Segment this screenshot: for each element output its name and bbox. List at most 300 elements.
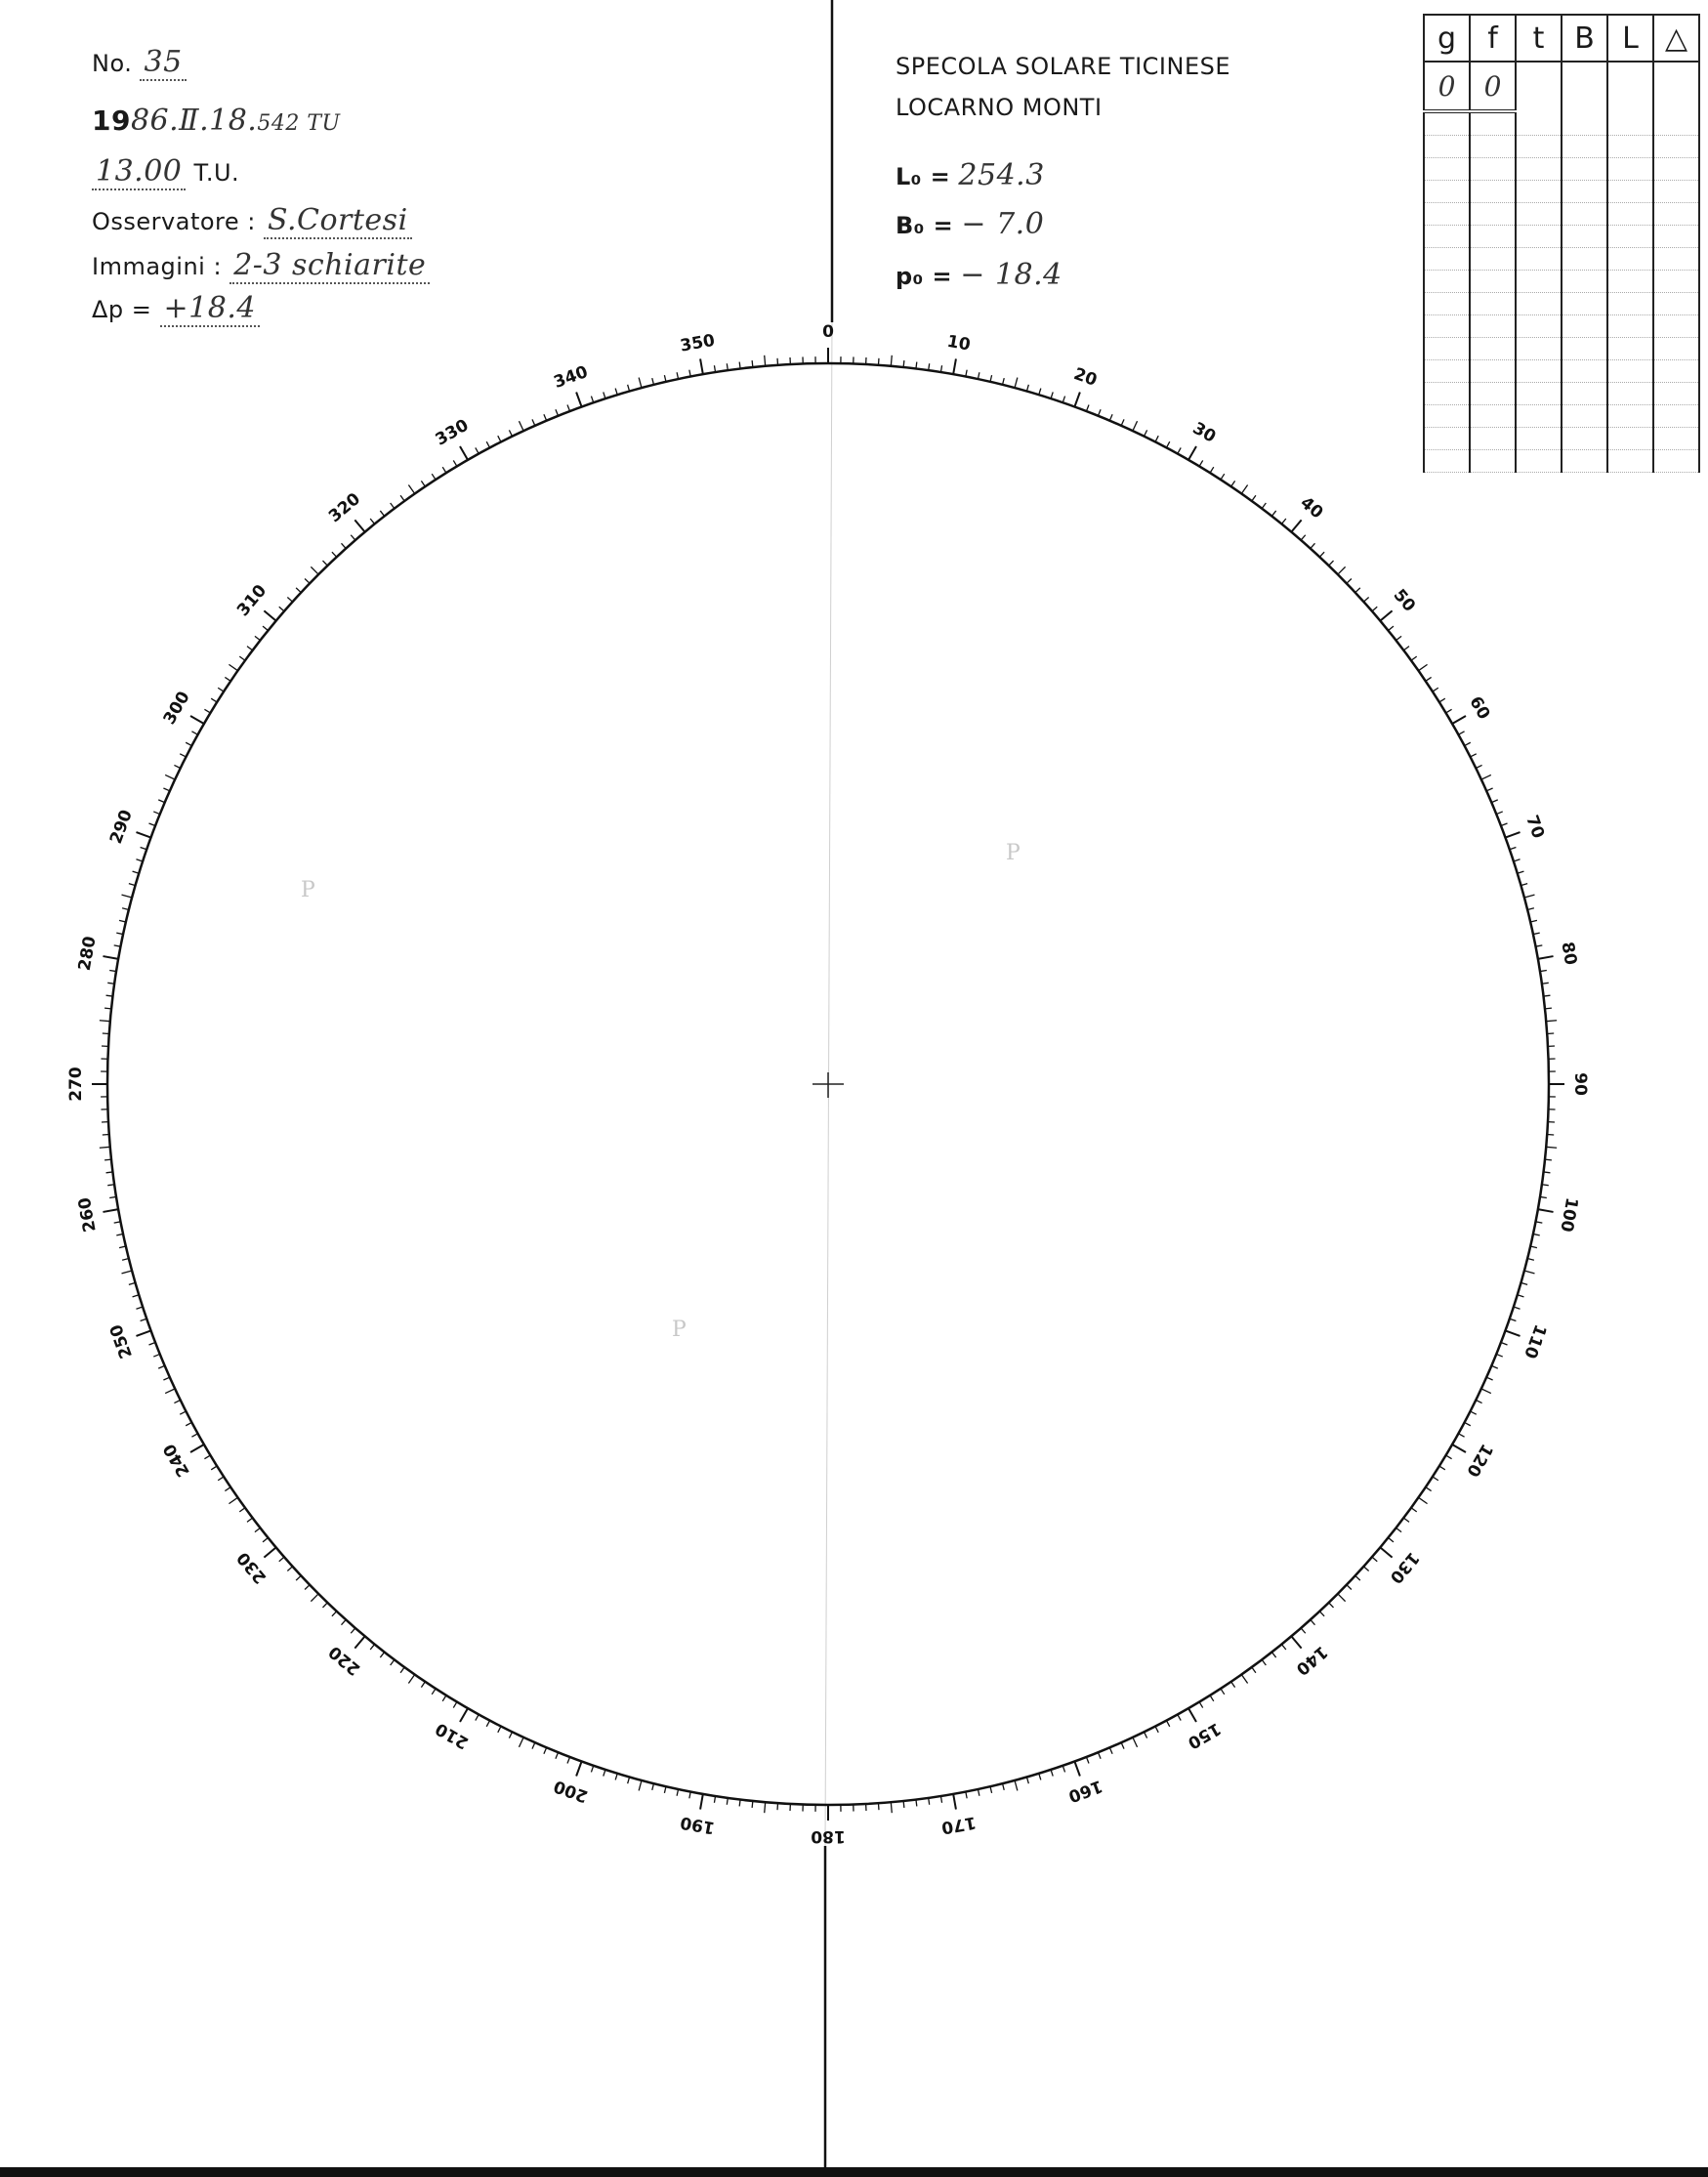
- degree-tick: [421, 481, 425, 486]
- date-printed: 19: [92, 105, 131, 137]
- degree-label: 150: [1184, 1718, 1225, 1753]
- l0-label: L₀ =: [896, 163, 951, 190]
- degree-tick: [677, 372, 678, 379]
- degree-tick: [370, 519, 374, 523]
- degree-tick: [264, 610, 275, 620]
- degree-tick: [370, 1645, 374, 1650]
- degree-tick: [163, 1377, 169, 1380]
- degree-tick: [591, 1766, 593, 1773]
- degree-tick: [229, 664, 237, 670]
- degree-tick: [186, 742, 191, 745]
- degree-tick: [311, 1594, 318, 1602]
- degree-tick: [174, 765, 180, 768]
- degree-tick: [305, 578, 310, 583]
- degree-tick: [322, 1603, 327, 1608]
- degree-label: 130: [1385, 1547, 1423, 1587]
- images-value: 2-3 schiarite: [229, 248, 430, 284]
- degree-tick: [1155, 436, 1158, 441]
- degree-tick: [1481, 1389, 1491, 1394]
- degree-tick: [104, 1159, 111, 1160]
- degree-tick: [453, 1702, 457, 1708]
- degree-tick: [1426, 1487, 1432, 1491]
- degree-tick: [400, 495, 404, 501]
- degree-label: 0: [822, 322, 834, 342]
- degree-tick: [1338, 566, 1346, 574]
- degree-tick: [916, 362, 917, 369]
- degree-tick: [442, 1696, 446, 1701]
- degree-tick: [1262, 503, 1266, 509]
- degree-tick: [1501, 823, 1508, 826]
- degree-tick: [148, 823, 155, 826]
- degree-tick: [133, 871, 140, 873]
- degree-tick: [1486, 1377, 1492, 1380]
- degree-tick: [1396, 1528, 1402, 1531]
- degree-tick: [122, 1271, 133, 1274]
- degree-tick: [180, 754, 186, 757]
- degree-label: 110: [1520, 1321, 1551, 1361]
- degree-tick: [1252, 1667, 1256, 1673]
- degree-tick: [351, 1628, 355, 1633]
- degree-tick: [153, 812, 159, 815]
- degree-tick: [739, 362, 740, 369]
- degree-tick: [229, 1497, 237, 1503]
- degree-tick: [190, 1444, 204, 1452]
- degree-label: 120: [1462, 1440, 1497, 1481]
- degree-tick: [1363, 1567, 1368, 1571]
- degree-tick: [765, 1802, 766, 1813]
- degree-tick: [100, 1147, 110, 1148]
- degree-tick: [1121, 419, 1124, 425]
- table-header-b: B: [1562, 15, 1607, 62]
- degree-tick: [133, 1295, 140, 1297]
- degree-tick: [1458, 1434, 1464, 1437]
- degree-label: 170: [939, 1812, 978, 1838]
- degree-tick: [211, 1466, 217, 1470]
- degree-tick: [432, 474, 436, 480]
- degree-tick: [1476, 1401, 1481, 1403]
- b0-label: B₀ =: [896, 212, 954, 239]
- degree-tick: [1471, 1411, 1477, 1414]
- degree-tick: [498, 436, 501, 441]
- degree-label: 60: [1465, 692, 1494, 724]
- degree-tick: [129, 1282, 136, 1284]
- degree-tick: [122, 1259, 129, 1261]
- degree-tick: [1210, 467, 1214, 473]
- faint-marks: [301, 841, 1021, 1342]
- degree-tick: [1530, 1246, 1537, 1248]
- degree-tick: [1355, 588, 1360, 593]
- degree-tick: [1166, 1721, 1169, 1727]
- degree-tick: [1291, 520, 1301, 531]
- degree-tick: [225, 1487, 230, 1491]
- degree-tick: [296, 1575, 301, 1580]
- degree-tick: [1062, 397, 1064, 403]
- degree-tick: [486, 1721, 489, 1727]
- degree-tick: [1291, 1636, 1301, 1648]
- degree-label: 330: [432, 415, 473, 450]
- degree-label: 240: [159, 1440, 194, 1481]
- b0-value: − 7.0: [961, 207, 1045, 241]
- degree-tick: [532, 419, 535, 425]
- degree-tick: [576, 392, 581, 406]
- degree-tick: [1518, 1295, 1524, 1297]
- degree-tick: [1524, 895, 1535, 898]
- degree-tick: [186, 1422, 191, 1425]
- degree-tick: [1491, 1365, 1497, 1368]
- degree-tick: [239, 656, 245, 660]
- degree-tick: [1543, 1172, 1550, 1173]
- degree-tick: [204, 709, 210, 713]
- degree-tick: [1145, 430, 1147, 436]
- degree-tick: [1521, 1282, 1527, 1284]
- degree-tick: [380, 1653, 384, 1658]
- degree-tick: [116, 933, 123, 934]
- degree-label: 230: [233, 1547, 271, 1587]
- degree-tick: [1389, 1537, 1394, 1541]
- degree-tick: [739, 1799, 740, 1806]
- degree-tick: [211, 698, 217, 702]
- degree-label: 270: [66, 1067, 86, 1102]
- degree-tick: [509, 430, 512, 436]
- p0-value: − 18.4: [960, 258, 1062, 292]
- degree-tick: [639, 1780, 642, 1791]
- degree-label: 220: [325, 1641, 365, 1679]
- degree-tick: [990, 375, 992, 382]
- degree-tick: [136, 832, 150, 837]
- degree-tick: [1538, 1209, 1554, 1212]
- degree-tick: [1543, 995, 1550, 996]
- observer-label: Osservatore :: [92, 208, 256, 235]
- degree-tick: [1026, 385, 1028, 392]
- degree-tick: [1486, 788, 1492, 791]
- degree-tick: [190, 716, 204, 724]
- degree-tick: [239, 1508, 245, 1512]
- degree-tick: [476, 1714, 479, 1720]
- degree-label: 290: [105, 807, 137, 847]
- degree-tick: [978, 372, 979, 379]
- degree-tick: [1262, 1659, 1266, 1665]
- degree-tick: [1439, 1466, 1445, 1470]
- degree-tick: [1491, 800, 1497, 803]
- degree-tick: [332, 1612, 337, 1616]
- degree-tick: [1178, 1714, 1181, 1720]
- degree-tick: [1086, 1757, 1089, 1764]
- degree-tick: [122, 908, 129, 910]
- degree-tick: [567, 1757, 570, 1764]
- degree-tick: [1271, 511, 1275, 517]
- degree-tick: [1188, 446, 1196, 460]
- degree-tick: [305, 1585, 310, 1590]
- degree-tick: [1109, 1747, 1112, 1753]
- degree-tick: [1546, 1147, 1557, 1148]
- degree-tick: [1003, 1783, 1005, 1790]
- degree-tick: [1389, 626, 1394, 630]
- degree-tick: [1380, 610, 1392, 620]
- degree-tick: [556, 1752, 559, 1758]
- degree-tick: [1510, 847, 1517, 849]
- degree-tick: [247, 647, 253, 650]
- degree-tick: [498, 1727, 501, 1733]
- degree-tick: [311, 566, 318, 574]
- degree-tick: [1355, 1575, 1360, 1580]
- degree-tick: [1311, 543, 1315, 548]
- degree-label: 320: [325, 489, 365, 527]
- degree-tick: [1241, 1675, 1247, 1684]
- degree-tick: [165, 775, 175, 779]
- degree-tick: [279, 1557, 284, 1562]
- degree-tick: [1221, 1689, 1225, 1695]
- degree-tick: [1465, 742, 1471, 745]
- date-handwritten-small: 542 TU: [257, 111, 341, 136]
- degree-tick: [225, 677, 230, 681]
- degree-tick: [204, 1455, 210, 1459]
- degree-tick: [1347, 1585, 1352, 1590]
- degree-tick: [1545, 1159, 1552, 1160]
- time-handwritten: 13.00: [92, 154, 186, 190]
- degree-tick: [1109, 414, 1112, 420]
- degree-tick: [191, 1434, 197, 1437]
- degree-tick: [400, 1667, 404, 1673]
- bottom-border: [0, 2167, 1708, 2177]
- degree-tick: [891, 356, 892, 366]
- degree-tick: [615, 1774, 617, 1780]
- degree-tick: [1505, 1330, 1520, 1335]
- degree-tick: [628, 1777, 630, 1783]
- degree-label: 310: [233, 581, 271, 621]
- degree-tick: [1210, 1696, 1214, 1701]
- faint-pencil-mark: P: [301, 878, 315, 902]
- degree-tick: [1003, 378, 1005, 385]
- degree-tick: [1458, 732, 1464, 734]
- degree-tick: [700, 358, 703, 374]
- degree-tick: [1524, 1271, 1535, 1274]
- degree-tick: [1155, 1727, 1158, 1733]
- degree-tick: [122, 895, 133, 898]
- degree-tick: [174, 1401, 180, 1403]
- degree-tick: [1133, 1737, 1138, 1747]
- degree-tick: [1199, 460, 1203, 466]
- degree-tick: [103, 956, 118, 959]
- degree-tick: [1338, 1594, 1346, 1602]
- degree-label: 30: [1188, 418, 1220, 447]
- degree-tick: [1319, 1612, 1324, 1616]
- degree-tick: [1363, 597, 1368, 602]
- degree-tick: [1530, 920, 1537, 922]
- degree-label: 160: [1065, 1776, 1105, 1807]
- degree-tick: [544, 414, 547, 420]
- table-cell-f: 0: [1470, 62, 1516, 111]
- degree-tick: [1015, 378, 1018, 389]
- degree-tick: [322, 561, 327, 565]
- degree-tick: [916, 1799, 917, 1806]
- degree-tick: [1481, 775, 1491, 779]
- degree-tick: [1188, 1708, 1196, 1722]
- degree-tick: [408, 1675, 414, 1684]
- degree-tick: [1039, 389, 1041, 396]
- degree-tick: [1419, 664, 1428, 670]
- degree-tick: [765, 356, 766, 366]
- degree-tick: [1329, 1603, 1334, 1608]
- degree-tick: [476, 447, 479, 453]
- degree-tick: [1301, 535, 1306, 540]
- degree-tick: [664, 375, 666, 382]
- degree-label: 180: [811, 1826, 846, 1846]
- degree-tick: [158, 800, 164, 803]
- degree-tick: [391, 1659, 395, 1665]
- degree-label: 300: [159, 688, 194, 729]
- degree-label: 210: [432, 1718, 473, 1753]
- degree-tick: [1518, 871, 1524, 873]
- degree-tick: [990, 1786, 992, 1793]
- degree-tick: [1301, 1628, 1306, 1633]
- degree-tick: [519, 1737, 523, 1747]
- degree-tick: [136, 1330, 150, 1335]
- degree-tick: [1329, 561, 1334, 565]
- degree-tick: [165, 1389, 175, 1394]
- delta-p-value: +18.4: [160, 291, 260, 327]
- degree-tick: [604, 392, 605, 398]
- images-label: Immagini :: [92, 253, 223, 280]
- degree-tick: [1347, 578, 1352, 583]
- degree-tick: [1411, 1508, 1417, 1512]
- degree-tick: [453, 460, 457, 466]
- observer-value: S.Cortesi: [264, 203, 412, 239]
- number-value: 35: [140, 45, 186, 81]
- degree-label: 10: [945, 331, 973, 356]
- degree-tick: [1372, 1557, 1377, 1562]
- degree-tick: [1074, 392, 1079, 406]
- degree-tick: [264, 1547, 275, 1557]
- degree-tick: [1411, 656, 1417, 660]
- degree-tick: [136, 1307, 143, 1309]
- degree-tick: [1051, 1770, 1053, 1777]
- degree-tick: [903, 360, 904, 367]
- degree-tick: [1372, 607, 1377, 611]
- degree-tick: [1015, 1780, 1018, 1791]
- degree-tick: [460, 446, 468, 460]
- degree-label: 70: [1521, 813, 1549, 842]
- degree-tick: [953, 358, 956, 374]
- degree-tick: [1319, 552, 1324, 557]
- table-header-f: f: [1470, 15, 1516, 62]
- degree-tick: [148, 1342, 155, 1345]
- degree-tick: [255, 1528, 261, 1531]
- degree-tick: [1496, 1354, 1502, 1357]
- degree-tick: [279, 607, 284, 611]
- degree-tick: [1521, 884, 1527, 886]
- degree-tick: [1051, 392, 1053, 398]
- degree-tick: [652, 378, 654, 385]
- degree-tick: [1538, 956, 1554, 959]
- degree-tick: [136, 859, 143, 861]
- degree-tick: [1433, 688, 1438, 691]
- degree-label: 190: [679, 1812, 717, 1838]
- degree-tick: [218, 688, 224, 691]
- degree-tick: [615, 389, 617, 396]
- degree-tick: [1514, 1307, 1521, 1309]
- degree-tick: [341, 1619, 346, 1624]
- degree-tick: [1086, 404, 1089, 411]
- degree-tick: [100, 1021, 110, 1022]
- degree-tick: [247, 1518, 253, 1522]
- observatory-name: SPECOLA SOLARE TICINESE: [896, 53, 1231, 80]
- degree-tick: [1527, 908, 1534, 910]
- degree-tick: [1271, 1653, 1275, 1658]
- degree-tick: [1426, 677, 1432, 681]
- degree-tick: [591, 397, 593, 403]
- degree-tick: [354, 520, 364, 531]
- degree-tick: [1545, 1008, 1552, 1009]
- degree-label: 280: [74, 935, 101, 973]
- degree-tick: [460, 1708, 468, 1722]
- degree-tick: [1510, 1319, 1517, 1320]
- degree-tick: [153, 1354, 159, 1357]
- table-header-t: t: [1516, 15, 1562, 62]
- degree-tick: [532, 1742, 535, 1748]
- degree-tick: [1396, 636, 1402, 640]
- degree-tick: [106, 1172, 113, 1173]
- degree-tick: [1039, 1774, 1041, 1780]
- degree-label: 140: [1291, 1641, 1331, 1679]
- degree-label: 50: [1389, 585, 1420, 616]
- degree-tick: [408, 484, 414, 493]
- degree-tick: [296, 588, 301, 593]
- degree-tick: [1221, 474, 1225, 480]
- l0-value: 254.3: [958, 158, 1045, 192]
- degree-tick: [1098, 409, 1101, 415]
- degree-tick: [1121, 1742, 1124, 1748]
- degree-label: 200: [551, 1776, 591, 1807]
- degree-tick: [104, 1008, 111, 1009]
- degree-tick: [391, 503, 395, 509]
- degree-tick: [664, 1786, 666, 1793]
- degree-tick: [652, 1783, 654, 1790]
- degree-tick: [421, 1682, 425, 1688]
- degree-tick: [903, 1801, 904, 1808]
- table-header-l: L: [1607, 15, 1653, 62]
- time-printed: T.U.: [193, 159, 240, 187]
- number-label: No.: [92, 50, 133, 77]
- degree-tick: [218, 1477, 224, 1481]
- degree-tick: [1026, 1777, 1028, 1783]
- degree-tick: [567, 404, 570, 411]
- degree-tick: [1471, 754, 1477, 757]
- degree-tick: [1281, 1645, 1285, 1650]
- degree-tick: [1527, 1259, 1534, 1261]
- degree-tick: [432, 1689, 436, 1695]
- degree-label: 260: [74, 1195, 101, 1234]
- degree-label: 100: [1556, 1195, 1582, 1234]
- degree-tick: [544, 1747, 547, 1753]
- degree-label: 340: [551, 361, 591, 393]
- degree-tick: [519, 421, 523, 431]
- degree-tick: [978, 1789, 979, 1796]
- degree-tick: [1062, 1766, 1064, 1773]
- degree-tick: [1514, 859, 1521, 861]
- degree-tick: [1311, 1619, 1315, 1624]
- degree-tick: [1380, 1547, 1392, 1557]
- degree-tick: [1501, 1342, 1508, 1345]
- degree-label: 90: [1570, 1072, 1590, 1096]
- degree-tick: [1476, 765, 1481, 768]
- degree-tick: [953, 1794, 956, 1810]
- degree-tick: [1166, 441, 1169, 447]
- degree-tick: [1241, 484, 1247, 493]
- degree-tick: [1533, 933, 1540, 934]
- degree-label: 80: [1557, 940, 1581, 967]
- degree-label: 250: [105, 1321, 137, 1361]
- degree-tick: [1496, 812, 1502, 815]
